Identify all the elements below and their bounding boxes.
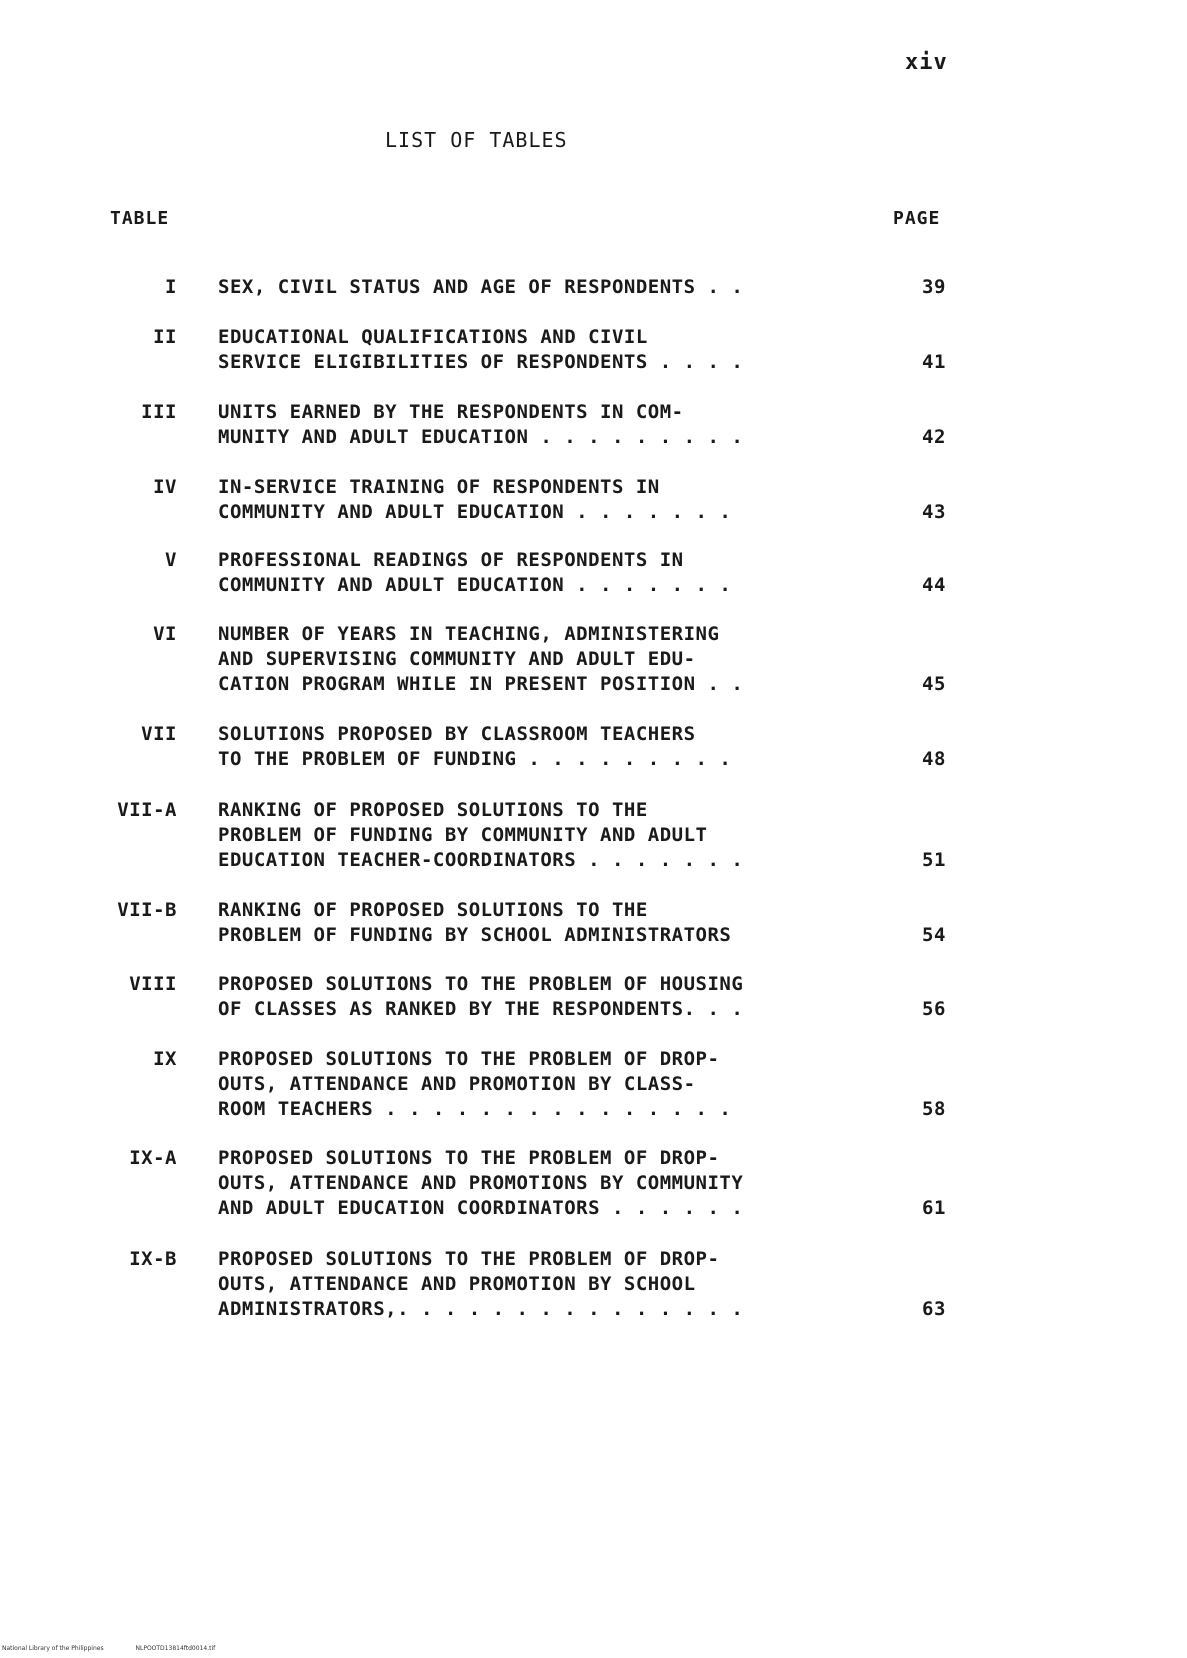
page-ref: 41 — [922, 351, 946, 373]
page-title: LIST OF TABLES — [385, 128, 568, 152]
table-number: VII — [141, 723, 177, 745]
table-caption: SEX, CIVIL STATUS AND AGE OF RESPONDENTS . . — [218, 276, 744, 298]
table-caption: RANKING OF PROPOSED SOLUTIONS TO THE PROBLEM OF FUNDING BY SCHOOL ADMINISTRATORS — [218, 899, 732, 946]
table-caption: PROPOSED SOLUTIONS TO THE PROBLEM OF DROP- OUTS, ATTENDANCE AND PROMOTIONS BY COMMUNITY AND ADULT EDUCATION COORDINATORS . . . . . . — [218, 1147, 744, 1219]
table-number: II — [153, 326, 177, 348]
library-credit: National Library of the Philippines — [2, 1645, 104, 1652]
footer-note — [2, 1645, 245, 1652]
table-caption: SOLUTIONS PROPOSED BY CLASSROOM TEACHERS TO THE PROBLEM OF FUNDING . . . . . . . . . — [218, 723, 732, 770]
table-caption: UNITS EARNED BY THE RESPONDENTS IN COM- MUNITY AND ADULT EDUCATION . . . . . . . . . — [218, 401, 744, 448]
page-ref: 63 — [922, 1298, 946, 1320]
page-ref: 54 — [922, 924, 946, 946]
table-number: V — [165, 549, 177, 571]
page-ref: 42 — [922, 426, 946, 448]
table-caption: EDUCATIONAL QUALIFICATIONS AND CIVIL SERVICE ELIGIBILITIES OF RESPONDENTS . . . . — [218, 326, 744, 373]
table-caption: IN-SERVICE TRAINING OF RESPONDENTS IN COMMUNITY AND ADULT EDUCATION . . . . . . . — [218, 476, 732, 523]
table-caption: RANKING OF PROPOSED SOLUTIONS TO THE PROBLEM OF FUNDING BY COMMUNITY AND ADULT EDUCATION TEACHER-COORDINATORS . . . . . . . — [218, 799, 744, 871]
page-ref: 56 — [922, 998, 946, 1020]
table-number: I — [165, 276, 177, 298]
page-ref: 48 — [922, 748, 946, 770]
table-number: IV — [153, 476, 177, 498]
table-caption: PROPOSED SOLUTIONS TO THE PROBLEM OF HOUSING OF CLASSES AS RANKED BY THE RESPONDENTS. . . — [218, 973, 744, 1020]
table-number: VIII — [129, 973, 177, 995]
table-caption: NUMBER OF YEARS IN TEACHING, ADMINISTERING AND SUPERVISING COMMUNITY AND ADULT EDU- CATION PROGRAM WHILE IN PRESENT POSITION . . — [218, 623, 744, 695]
file-identifier: NLPOOTD13814ftd0014.tif — [135, 1645, 216, 1652]
table-number: VI — [153, 623, 177, 645]
column-header-table: TABLE — [110, 208, 170, 229]
column-header-page: PAGE — [893, 208, 941, 229]
table-number: VII-B — [117, 899, 177, 921]
page-number: xiv — [905, 50, 948, 75]
page-ref: 61 — [922, 1197, 946, 1219]
table-number: IX-B — [129, 1248, 177, 1270]
table-caption: PROPOSED SOLUTIONS TO THE PROBLEM OF DROP- OUTS, ATTENDANCE AND PROMOTION BY CLASS- ROOM TEACHERS . . . . . . . . . . . . . . . — [218, 1048, 732, 1120]
table-number: VII-A — [117, 799, 177, 821]
table-caption: PROFESSIONAL READINGS OF RESPONDENTS IN COMMUNITY AND ADULT EDUCATION . . . . . . . — [218, 549, 732, 596]
table-number: III — [141, 401, 177, 423]
table-number: IX — [153, 1048, 177, 1070]
page-ref: 43 — [922, 501, 946, 523]
table-number: IX-A — [129, 1147, 177, 1169]
page-ref: 45 — [922, 673, 946, 695]
page-ref: 39 — [922, 276, 946, 298]
page-ref: 44 — [922, 574, 946, 596]
page-ref: 51 — [922, 849, 946, 871]
page-ref: 58 — [922, 1098, 946, 1120]
table-caption: PROPOSED SOLUTIONS TO THE PROBLEM OF DROP- OUTS, ATTENDANCE AND PROMOTION BY SCHOOL ADMINISTRATORS,. . . . . . . . . . . . . . . — [218, 1248, 744, 1320]
